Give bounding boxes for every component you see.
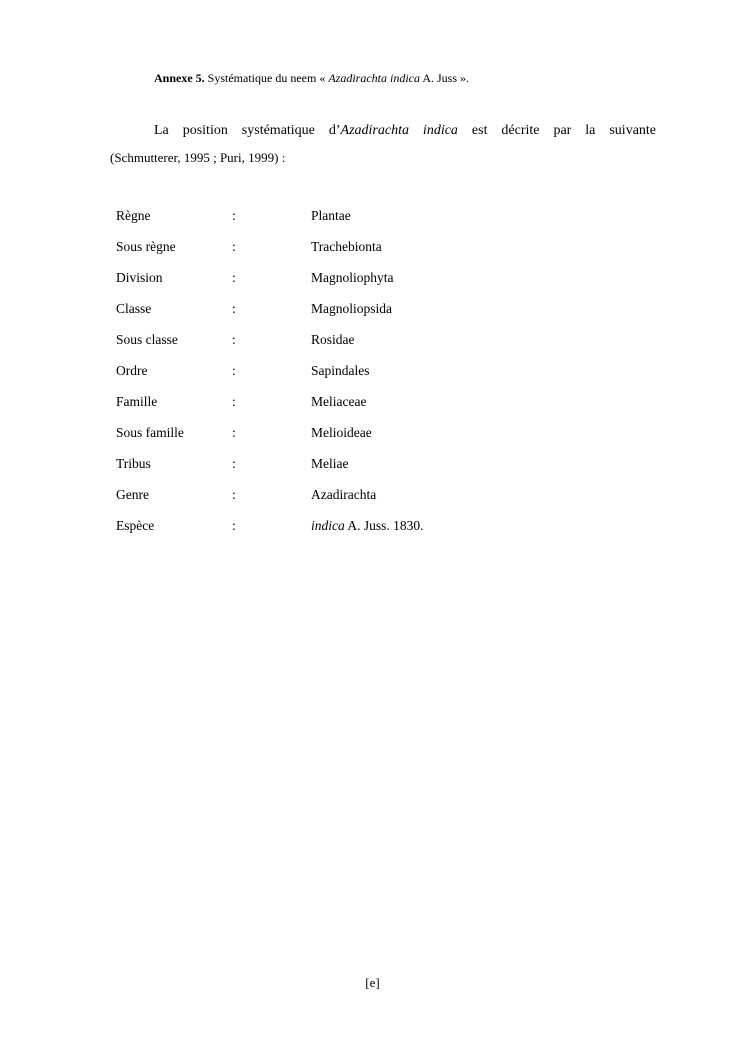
taxonomy-value: Sapindales	[311, 363, 370, 379]
taxonomy-separator: :	[232, 487, 236, 503]
taxonomy-value	[311, 511, 424, 542]
taxonomy-rank: Règne	[116, 207, 151, 223]
taxonomy-value: Magnoliophyta	[311, 269, 394, 285]
taxonomy-rank: Famille	[116, 394, 158, 410]
taxonomy-row	[116, 480, 424, 511]
intro-suffix: est décrite par la suivante	[471, 123, 657, 138]
taxonomy-separator: :	[232, 300, 236, 316]
taxonomy-rank: Classe	[116, 300, 152, 316]
taxonomy-row	[116, 293, 424, 324]
taxonomy-separator: :	[232, 269, 236, 285]
taxonomy-row	[116, 200, 424, 231]
taxonomy-separator: :	[232, 425, 236, 441]
taxonomy-value-italic: indica	[311, 518, 345, 534]
annex-species-name: Azadirachta indica	[328, 71, 420, 85]
taxonomy-value: Magnoliopsida	[311, 300, 392, 316]
taxonomy-rank: Sous famille	[116, 425, 184, 441]
taxonomy-separator: :	[232, 207, 236, 223]
taxonomy-rank: Ordre	[116, 363, 148, 379]
taxonomy-rank: Genre	[116, 487, 149, 503]
page-number: [e]	[365, 975, 380, 990]
taxonomy-value: Meliaceae	[311, 394, 367, 410]
taxonomy-row	[116, 262, 424, 293]
taxonomy-separator: :	[232, 238, 236, 254]
taxonomy-rank: Division	[116, 269, 163, 285]
annex-label: Annexe 5.	[154, 71, 205, 85]
taxonomy-separator: :	[232, 363, 236, 379]
intro-paragraph	[110, 116, 656, 172]
taxonomy-row	[116, 511, 424, 542]
taxonomy-row	[116, 387, 424, 418]
taxonomy-separator: :	[232, 456, 236, 472]
annex-title-text: Systématique du neem «	[207, 71, 326, 85]
taxonomy-value: Rosidae	[311, 331, 355, 347]
taxonomy-value: Plantae	[311, 207, 351, 223]
taxonomy-rank: Tribus	[116, 456, 151, 472]
taxonomy-value-text: A. Juss. 1830.	[347, 518, 424, 534]
taxonomy-value: Meliae	[311, 456, 349, 472]
intro-prefix: La position systématique d’	[154, 123, 341, 138]
taxonomy-value: Azadirachta	[311, 487, 377, 503]
taxonomy-table-body	[116, 200, 424, 542]
taxonomy-row	[116, 231, 424, 262]
taxonomy-row	[116, 355, 424, 386]
taxonomy-rank: Sous règne	[116, 238, 176, 254]
taxonomy-row	[116, 449, 424, 480]
taxonomy-rank: Espèce	[116, 518, 155, 534]
taxonomy-value: Trachebionta	[311, 238, 382, 254]
annex-heading	[154, 70, 469, 86]
taxonomy-row	[116, 324, 424, 355]
taxonomy-rank: Sous classe	[116, 331, 178, 347]
taxonomy-separator: :	[232, 394, 236, 410]
taxonomy-table	[116, 200, 424, 542]
taxonomy-row	[116, 418, 424, 449]
intro-line	[110, 116, 656, 145]
intro-species-name: Azadirachta indica	[340, 123, 458, 138]
taxonomy-value: Melioideae	[311, 425, 372, 441]
intro-citation: (Schmutterer, 1995 ; Puri, 1999) :	[110, 150, 286, 165]
annex-authority: A. Juss ».	[422, 71, 470, 85]
taxonomy-separator: :	[232, 331, 236, 347]
taxonomy-separator: :	[232, 518, 236, 534]
